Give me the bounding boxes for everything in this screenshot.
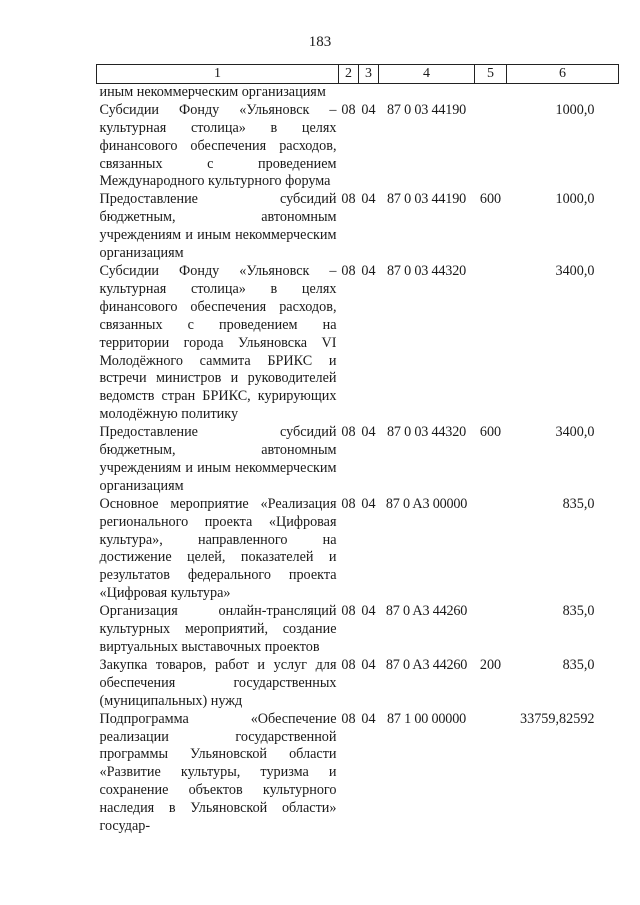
row-section: 08 bbox=[341, 101, 356, 118]
row-amount: 835,0 bbox=[562, 495, 595, 512]
row-section: 08 bbox=[341, 262, 356, 279]
row-expense-type: 200 bbox=[479, 656, 502, 673]
row-amount: 1000,0 bbox=[555, 101, 595, 118]
row-subsection: 04 bbox=[361, 191, 376, 208]
row-expense-type: 600 bbox=[479, 191, 502, 208]
row-amount: 835,0 bbox=[562, 603, 595, 620]
header-row bbox=[97, 65, 619, 84]
row-subsection: 04 bbox=[361, 424, 376, 441]
row-subsection: 04 bbox=[361, 262, 376, 279]
column-header-subsection: 3 bbox=[359, 65, 379, 84]
budget-table bbox=[96, 64, 619, 836]
row-name: Закупка товаров, работ и услуг для обеспечения государственных (муниципальных) нужд bbox=[99, 656, 337, 709]
column-header-target-code: 4 bbox=[379, 65, 475, 84]
table-row bbox=[97, 711, 619, 836]
row-name: Субсидии Фонду «Ульяновск – культурная столица» в целях финансового обеспечения расходов, связанных с проведением Международного культурного форума bbox=[99, 101, 337, 190]
row-subsection bbox=[359, 83, 379, 101]
row-section: 08 bbox=[341, 424, 356, 441]
table-row bbox=[97, 424, 619, 496]
row-name: Организация онлайн-трансляций культурных мероприятий, создание виртуальных выставочных проектов bbox=[99, 603, 337, 655]
row-target-code: 87 0 A3 00000 bbox=[385, 495, 468, 512]
row-name: Предоставление субсидий бюджетным, автономным учреждениям и иным некоммерческим организациям bbox=[99, 191, 337, 262]
table-row bbox=[97, 603, 619, 657]
table-row bbox=[97, 657, 619, 711]
row-expense-type bbox=[475, 263, 507, 424]
row-expense-type bbox=[475, 711, 507, 836]
row-subsection: 04 bbox=[361, 495, 376, 512]
row-name: иным некоммерческим организациям bbox=[99, 83, 326, 100]
row-amount: 3400,0 bbox=[555, 424, 595, 441]
row-target-code: 87 0 03 44320 bbox=[387, 262, 466, 279]
row-target-code bbox=[379, 83, 475, 101]
row-amount bbox=[507, 83, 619, 101]
row-target-code: 87 0 A3 44260 bbox=[385, 603, 468, 620]
row-section: 08 bbox=[341, 495, 356, 512]
table-row bbox=[97, 102, 619, 192]
row-amount: 33759,82592 bbox=[520, 710, 595, 727]
row-expense-type bbox=[475, 603, 507, 657]
row-section: 08 bbox=[341, 191, 356, 208]
row-name: Субсидии Фонду «Ульяновск – культурная столица» в целях финансового обеспечения расходов, связанных с проведением на территории города Ульяновска VI Молодёжного саммита БРИКС и встречи министров и руководителей ведомств стран БРИКС, курирующих молодёжную политику bbox=[99, 262, 337, 423]
row-amount: 1000,0 bbox=[555, 191, 595, 208]
column-header-expense-type: 5 bbox=[475, 65, 507, 84]
row-target-code: 87 0 A3 44260 bbox=[385, 656, 468, 673]
table-row bbox=[97, 83, 619, 101]
row-subsection: 04 bbox=[361, 603, 376, 620]
column-header-section: 2 bbox=[339, 65, 359, 84]
row-amount: 835,0 bbox=[562, 656, 595, 673]
row-target-code: 87 0 03 44320 bbox=[387, 424, 466, 441]
row-expense-type: 600 bbox=[479, 424, 502, 441]
row-section: 08 bbox=[341, 656, 356, 673]
page-number: 183 bbox=[308, 34, 332, 50]
row-name: Подпрограмма «Обеспечение реализации государственной программы Ульяновской области «Развитие культуры, туризма и сохранение объектов культурного наследия в Ульяновской области» государ- bbox=[99, 710, 337, 835]
row-section: 08 bbox=[341, 710, 356, 727]
row-target-code: 87 1 00 00000 bbox=[387, 710, 466, 727]
row-expense-type bbox=[475, 496, 507, 603]
table-row bbox=[97, 263, 619, 424]
table-row bbox=[97, 496, 619, 603]
row-section: 08 bbox=[341, 603, 356, 620]
row-expense-type bbox=[475, 83, 507, 101]
row-subsection: 04 bbox=[361, 101, 376, 118]
row-name: Предоставление субсидий бюджетным, автономным учреждениям и иным некоммерческим организациям bbox=[99, 424, 337, 494]
table-row bbox=[97, 191, 619, 263]
column-header-name: 1 bbox=[97, 65, 339, 84]
row-expense-type bbox=[475, 102, 507, 192]
row-amount: 3400,0 bbox=[555, 262, 595, 279]
row-name: Основное мероприятие «Реализация регионального проекта «Цифровая культура», направленного на достижение целей, показателей и результатов федерального проекта «Цифровая культура» bbox=[99, 495, 337, 602]
row-target-code: 87 0 03 44190 bbox=[387, 101, 466, 118]
row-subsection: 04 bbox=[361, 656, 376, 673]
row-target-code: 87 0 03 44190 bbox=[387, 191, 466, 208]
row-subsection: 04 bbox=[361, 710, 376, 727]
column-header-amount: 6 bbox=[507, 65, 619, 84]
row-section bbox=[339, 83, 359, 101]
